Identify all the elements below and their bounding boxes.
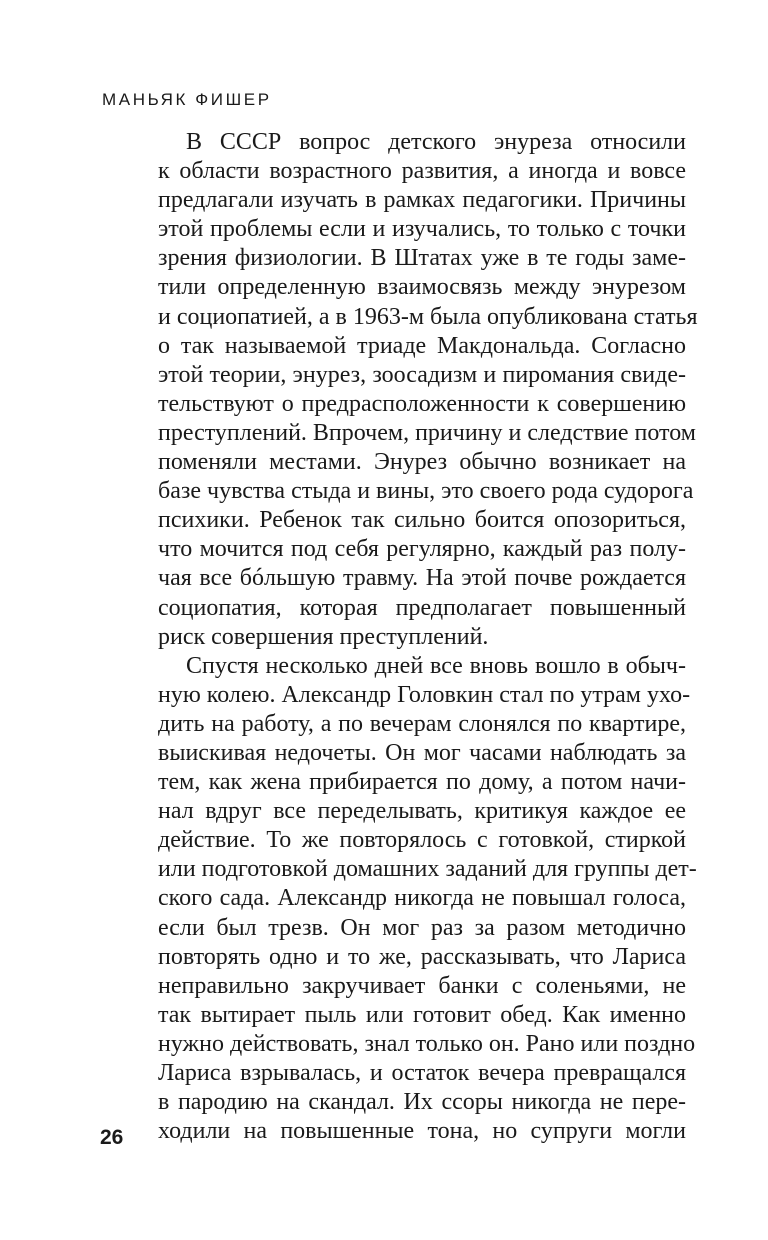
paragraph-1-line-2: к области возрастного развития, а иногда и вовсе: [158, 158, 686, 185]
paragraph-1-line-16: чая все бóльшую травму. На этой почве рождается: [158, 565, 686, 592]
paragraph-2-line-4: выискивая недочеты. Он мог часами наблюдать за: [158, 739, 686, 766]
paragraph-2-line-5: тем, как жена прибирается по дому, а потом начи-: [158, 769, 686, 796]
paragraph-1-line-11: преступлений. Впрочем, причину и следствие потом: [158, 419, 696, 446]
paragraph-2-line-10: если был трезв. Он мог раз за разом методично: [158, 914, 686, 941]
paragraph-2-line-16: в пародию на скандал. Их ссоры никогда не пере-: [158, 1089, 686, 1116]
paragraph-2-line-3: дить на работу, а по вечерам слонялся по квартире,: [158, 710, 686, 737]
paragraph-2-line-8: или подготовкой домашних заданий для группы дет-: [158, 856, 697, 883]
paragraph-2-line-17: ходили на повышенные тона, но супруги могли: [158, 1118, 686, 1145]
paragraph-1-line-18: риск совершения преступлений.: [158, 623, 489, 650]
body-text: [158, 128, 698, 1146]
paragraph-1-line-8: о так называемой триаде Макдональда. Согласно: [158, 332, 686, 359]
paragraph-2-line-14: нужно действовать, знал только он. Рано или поздно: [158, 1030, 696, 1057]
paragraph-1-line-1: В СССР вопрос детского энуреза относили: [186, 129, 686, 155]
page-number: 26: [100, 1126, 124, 1149]
paragraph-1-line-5: зрения физиологии. В Штатах уже в те годы заме-: [158, 245, 686, 272]
paragraph-2-line-13: так вытирает пыль или готовит обед. Как именно: [158, 1001, 686, 1028]
paragraph-1-line-7: и социопатией, а в 1963-м была опубликована статья: [158, 303, 698, 330]
paragraph-1-line-17: социопатия, которая предполагает повышенный: [158, 594, 686, 621]
paragraph-1-line-15: что мочится под себя регулярно, каждый раз полу-: [158, 536, 686, 563]
paragraph-1-line-12: поменяли местами. Энурез обычно возникает на: [158, 449, 686, 476]
running-head: МАНЬЯК ФИШЕР: [102, 90, 272, 109]
paragraph-1-line-10: тельствуют о предрасположенности к совершению: [158, 390, 686, 417]
paragraph-1-line-14: психики. Ребенок так сильно боится опозориться,: [158, 507, 686, 534]
paragraph-1-line-3: предлагали изучать в рамках педагогики. Причины: [158, 187, 686, 214]
paragraph-1-line-13: базе чувства стыда и вины, это своего рода судорога: [158, 478, 694, 505]
paragraph-1-line-9: этой теории, энурез, зоосадизм и пиромания свиде-: [158, 361, 686, 388]
paragraph-2-line-9: ского сада. Александр никогда не повышал голоса,: [158, 885, 686, 912]
paragraph-2-line-15: Лариса взрывалась, и остаток вечера превращался: [158, 1060, 686, 1086]
paragraph-2-line-7: действие. То же повторялось с готовкой, стиркой: [158, 827, 686, 854]
paragraph-2-line-6: нал вдруг все переделывать, критикуя каждое ее: [158, 798, 686, 825]
paragraph-1-line-4: этой проблемы если и изучались, то только с точки: [158, 216, 686, 243]
paragraph-2-line-12: неправильно закручивает банки с соленьями, не: [158, 972, 686, 999]
paragraph-2-line-2: ную колею. Александр Головкин стал по утрам ухо-: [158, 681, 691, 708]
paragraph-1-line-6: тили определенную взаимосвязь между энурезом: [158, 274, 686, 301]
paragraph-2-line-11: повторять одно и то же, рассказывать, что Лариса: [158, 943, 686, 970]
paragraph-2-line-1: Спустя несколько дней все вновь вошло в обыч-: [186, 652, 686, 679]
